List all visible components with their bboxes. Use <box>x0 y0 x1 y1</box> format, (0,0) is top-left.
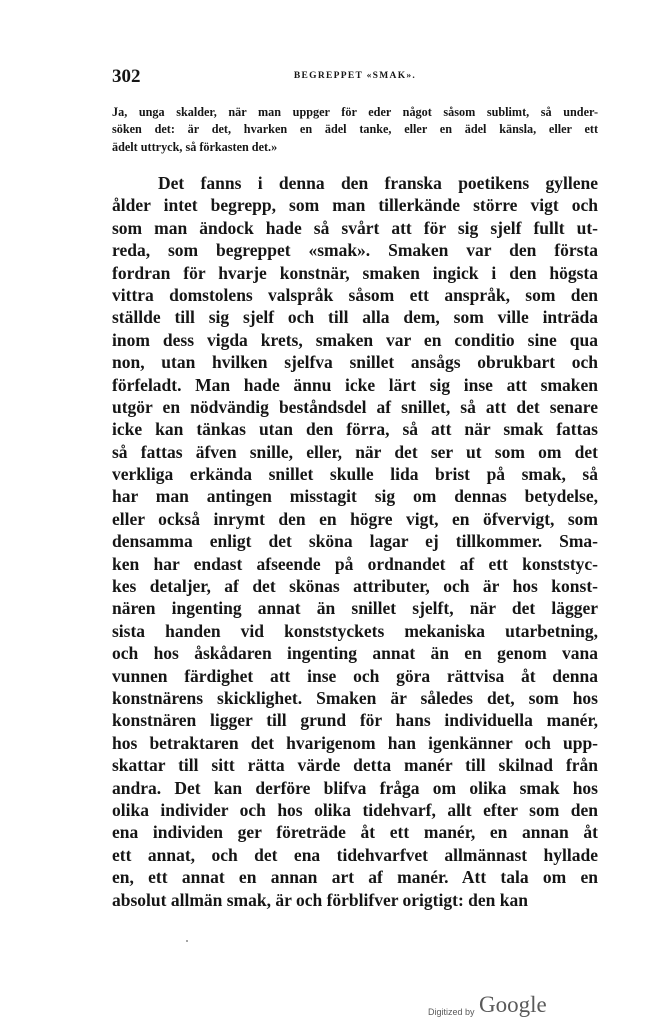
text-line: fordran för hvarje konstnär, smaken ingick i den högsta <box>112 262 598 283</box>
page-number: 302 <box>112 66 141 87</box>
text-line: konstnären ligger till grund för hans individuella manér, <box>112 710 598 731</box>
text-line: konstnärens skicklighet. Smaken är således det, som hos <box>112 687 598 708</box>
text-line: ett annat, och det ena tidehvarfvet allmännast hyllade <box>112 844 598 865</box>
running-title: BEGREPPET «SMAK». <box>293 71 417 81</box>
text-line: eller också inrymt den en högre vigt, en öfvervigt, som <box>112 508 598 529</box>
body-paragraph <box>112 172 598 911</box>
quote-line: söken det: är det, hvarken en ädel tanke, eller en ädel känsla, eller ett <box>112 122 598 137</box>
text-line: har man antingen misstagit sig om dennas betydelse, <box>112 486 598 507</box>
text-line: skattar till sitt rätta värde detta manér till skilnad från <box>112 755 598 776</box>
quote-line: ädelt uttryck, så förkasten det.» <box>112 139 278 154</box>
text-line: verkliga erkända snillet skulle lida brist på smak, så <box>112 464 598 485</box>
text-line: absolut allmän smak, är och förblifver origtigt: den kan <box>112 889 528 910</box>
text-line: inom dess vigda krets, smaken var en conditio sine qua <box>112 329 598 350</box>
text-line: förfeladt. Man hade ännu icke lärt sig inse att smaken <box>112 374 598 395</box>
watermark-prefix: Digitized by <box>428 1007 475 1017</box>
text-line: non, utan hvilken sjelfva snillet ansågs obrukbart och <box>112 352 598 373</box>
quote-block <box>112 104 598 156</box>
text-line: Det fanns i denna den franska poetikens gyllene <box>158 173 598 193</box>
text-line: hos betraktaren det hvarigenom han igenkänner och upp- <box>112 732 598 753</box>
text-line: sista handen vid konststyckets mekaniska utarbetning, <box>112 620 598 641</box>
text-line: utgör en nödvändig beståndsdel af snillet, så att det senare <box>112 396 598 417</box>
text-line: reda, som begreppet «smak». Smaken var den första <box>112 240 598 261</box>
text-line: olika individer och hos olika tidehvarf, allt efter som den <box>112 799 598 820</box>
text-line: vunnen färdighet att inse och göra rättvisa åt denna <box>112 665 598 686</box>
page-header <box>112 66 598 88</box>
text-line: andra. Det kan derföre blifva fråga om olika smak hos <box>112 777 598 798</box>
text-line: ena individen ger företräde åt ett manér, en annan åt <box>112 822 598 843</box>
text-line: icke kan tänkas utan den förra, så att när smak fattas <box>112 419 598 440</box>
scan-speck <box>186 940 188 942</box>
text-line: vittra domstolens valspråk såsom ett anspråk, som den <box>112 284 598 305</box>
quote-line: Ja, unga skalder, när man uppger för eder något såsom sublimt, så under- <box>112 105 598 119</box>
google-logo-text: Google <box>479 992 547 1017</box>
text-line: ken har endast afseende på ordnandet af ett konststyc- <box>112 553 598 574</box>
text-line: ålder intet begrepp, som man tillerkände större vigt och <box>112 195 598 216</box>
text-line: så fattas äfven snille, eller, när det ser ut som om det <box>112 441 598 462</box>
text-line: och hos åskådaren ingenting annat än en genom vana <box>112 643 598 664</box>
text-line: som man ändock hade så svårt att för sig sjelf fullt ut- <box>112 217 598 238</box>
text-line: nären ingenting annat än snillet sjelft, när det lägger <box>112 598 598 619</box>
text-line: en, ett annat en annan art af manér. Att tala om en <box>112 867 598 888</box>
text-line: kes detaljer, af det skönas attributer, och är hos konst- <box>112 576 598 597</box>
text-line: ställde till sig sjelf och till alla dem, som ville inträda <box>112 307 598 328</box>
text-line: densamma enligt det sköna lagar ej tillkommer. Sma- <box>112 531 598 552</box>
digitized-by-google-watermark <box>428 992 568 1022</box>
